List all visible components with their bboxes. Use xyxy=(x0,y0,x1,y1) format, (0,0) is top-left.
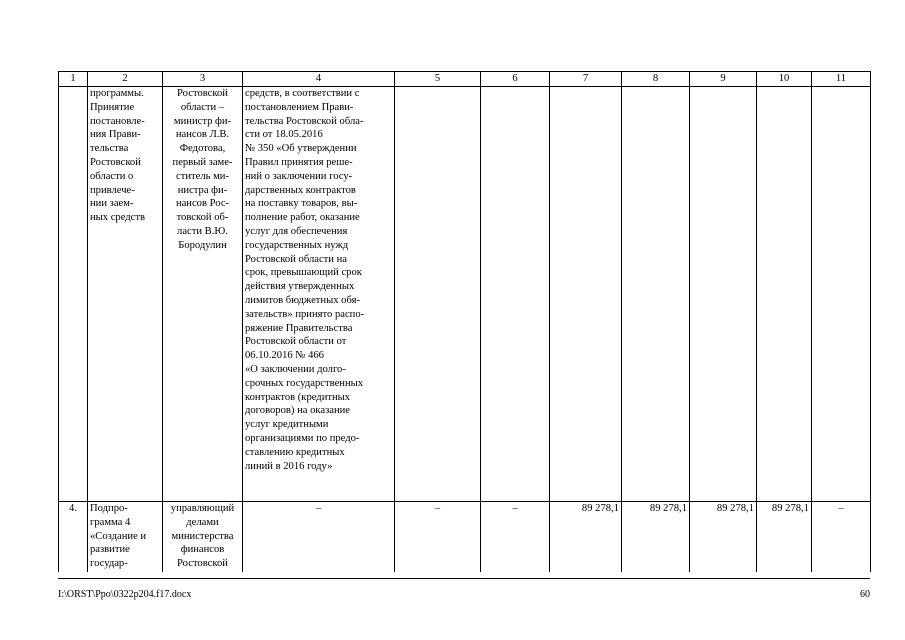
value-cell-6 xyxy=(481,87,550,502)
value-cell-8: 89 278,1 xyxy=(622,502,690,573)
value-cell-6: – xyxy=(481,502,550,573)
col-number-3: 3 xyxy=(163,72,243,87)
footer-page-number: 60 xyxy=(860,589,870,600)
responsible-person-cell: Ростовской области – министр фи- нансов Л.В. Федотова, первый замe- ститель ми- нистра фи- нансов Рос- товской об- ласти В.Ю. Бородулин xyxy=(163,87,243,502)
result-description-cell: – xyxy=(243,502,395,573)
table-row xyxy=(59,87,871,502)
row-index: 4. xyxy=(59,502,88,573)
value-cell-5: – xyxy=(395,502,481,573)
result-description-cell: средств, в соответствии с постановлением Прави- тельства Ростовской обла- сти от 18.05.2016 № 350 «Об утверждении Правил принятия реше- ний о заключении госу- дарственных контрактов на поставку товаров, вы- полнение работ, оказание услуг для обеспечения государственных нужд Ростовской области на срок, превышающий срок действия утвержденных лимитов бюджетных обя- зательств» принято распо- ряжение Правительства Ростовской области от 06.10.2016 № 466 «О заключении долго- срочных государственных контрактов (кредитных договоров) на оказание услуг кредитными организациями по предо- ставлению кредитных линий в 2016 году» xyxy=(243,87,395,502)
responsible-person-cell: управляющий делами министерства финансов Ростовской xyxy=(163,502,243,573)
activity-name-cell: Подпро- грамма 4 «Создание и развитие государ- xyxy=(88,502,163,573)
activity-name-cell: программы. Принятие постановле- ния Прави- тельства Ростовской области о привлече- нии заем- ных средств xyxy=(88,87,163,502)
col-number-1: 1 xyxy=(59,72,88,87)
col-number-7: 7 xyxy=(550,72,622,87)
value-cell-11: – xyxy=(812,502,871,573)
value-cell-8 xyxy=(622,87,690,502)
budget-program-table xyxy=(58,71,871,572)
col-number-10: 10 xyxy=(757,72,812,87)
col-number-2: 2 xyxy=(88,72,163,87)
footer-file-path: I:\ORST\Ppo\0322p204.f17.docx xyxy=(58,589,192,600)
page-bottom-rule xyxy=(58,578,870,579)
value-cell-9: 89 278,1 xyxy=(690,502,757,573)
value-cell-11 xyxy=(812,87,871,502)
table-row xyxy=(59,502,871,573)
col-number-8: 8 xyxy=(622,72,690,87)
col-number-11: 11 xyxy=(812,72,871,87)
value-cell-5 xyxy=(395,87,481,502)
col-number-4: 4 xyxy=(243,72,395,87)
value-cell-7: 89 278,1 xyxy=(550,502,622,573)
col-number-9: 9 xyxy=(690,72,757,87)
row-index xyxy=(59,87,88,502)
col-number-5: 5 xyxy=(395,72,481,87)
table-header-row xyxy=(59,72,871,87)
value-cell-9 xyxy=(690,87,757,502)
value-cell-7 xyxy=(550,87,622,502)
value-cell-10 xyxy=(757,87,812,502)
col-number-6: 6 xyxy=(481,72,550,87)
value-cell-10: 89 278,1 xyxy=(757,502,812,573)
